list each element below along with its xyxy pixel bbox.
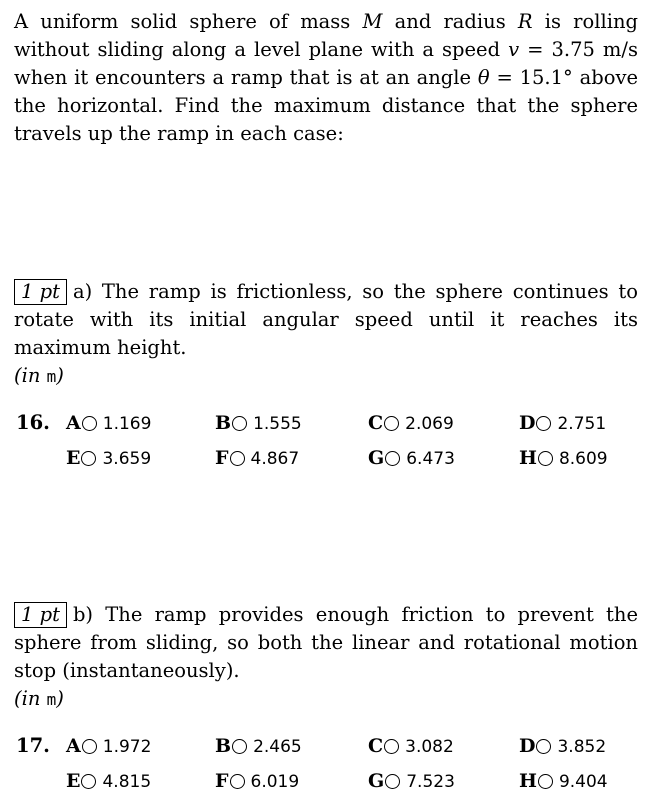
intro-text: and radius	[382, 10, 518, 33]
option-h[interactable]: H 8.609	[519, 447, 608, 469]
option-d[interactable]: D 2.751	[519, 412, 607, 434]
radio-circle-icon[interactable]	[538, 774, 553, 789]
radius-symbol: R	[517, 10, 533, 33]
radio-circle-icon[interactable]	[232, 739, 247, 754]
radio-circle-icon[interactable]	[232, 416, 247, 431]
mass-symbol: M	[362, 10, 383, 33]
radio-circle-icon[interactable]	[82, 416, 97, 431]
part-a-text: a) The ramp is frictionless, so the sphere continues to rotate with its initial angular speed until it reaches its maximum height.	[14, 280, 638, 359]
intro-text: = 3.75 m/s when it encounters a ramp that is at an angle	[14, 38, 638, 89]
option-e[interactable]: E 3.659	[66, 447, 152, 469]
intro-text: = 15.1° above the horizontal. Find the maximum distance that the sphere travels up the ramp in each case:	[14, 66, 638, 145]
unit-label: (in m)	[14, 364, 64, 387]
intro-text: is rolling without sliding along a level plane with a speed	[14, 10, 638, 61]
intro-text: A uniform solid sphere of mass	[14, 10, 363, 33]
option-f[interactable]: F 4.867	[215, 447, 300, 469]
part-b-statement	[14, 601, 638, 714]
radio-circle-icon[interactable]	[81, 774, 96, 789]
question-number: 17.	[16, 734, 50, 757]
option-c[interactable]: C 3.082	[368, 735, 454, 757]
option-g[interactable]: G 6.473	[368, 447, 455, 469]
radio-circle-icon[interactable]	[384, 739, 399, 754]
points-badge: 1 pt	[14, 602, 67, 628]
speed-symbol: v	[508, 38, 520, 61]
option-b[interactable]: B 1.555	[215, 412, 302, 434]
part-b-text: b) The ramp provides enough friction to prevent the sphere from sliding, so both the linear and rotational motion stop (instantaneously).	[14, 603, 638, 682]
radio-circle-icon[interactable]	[536, 416, 551, 431]
option-d[interactable]: D 3.852	[519, 735, 607, 757]
radio-circle-icon[interactable]	[385, 774, 400, 789]
option-a[interactable]: A 1.169	[66, 412, 152, 434]
option-h[interactable]: H 9.404	[519, 770, 608, 792]
points-badge: 1 pt	[14, 279, 67, 305]
radio-circle-icon[interactable]	[538, 451, 553, 466]
option-f[interactable]: F 6.019	[215, 770, 300, 792]
radio-circle-icon[interactable]	[81, 451, 96, 466]
question-number: 16.	[16, 411, 50, 434]
unit-label: (in m)	[14, 687, 64, 710]
part-a-statement	[14, 278, 638, 391]
problem-statement	[14, 8, 638, 148]
radio-circle-icon[interactable]	[384, 416, 399, 431]
option-c[interactable]: C 2.069	[368, 412, 454, 434]
radio-circle-icon[interactable]	[230, 774, 245, 789]
angle-symbol: θ	[477, 66, 490, 89]
option-b[interactable]: B 2.465	[215, 735, 302, 757]
option-a[interactable]: A 1.972	[66, 735, 152, 757]
radio-circle-icon[interactable]	[82, 739, 97, 754]
option-e[interactable]: E 4.815	[66, 770, 152, 792]
radio-circle-icon[interactable]	[230, 451, 245, 466]
option-g[interactable]: G 7.523	[368, 770, 455, 792]
radio-circle-icon[interactable]	[385, 451, 400, 466]
radio-circle-icon[interactable]	[536, 739, 551, 754]
